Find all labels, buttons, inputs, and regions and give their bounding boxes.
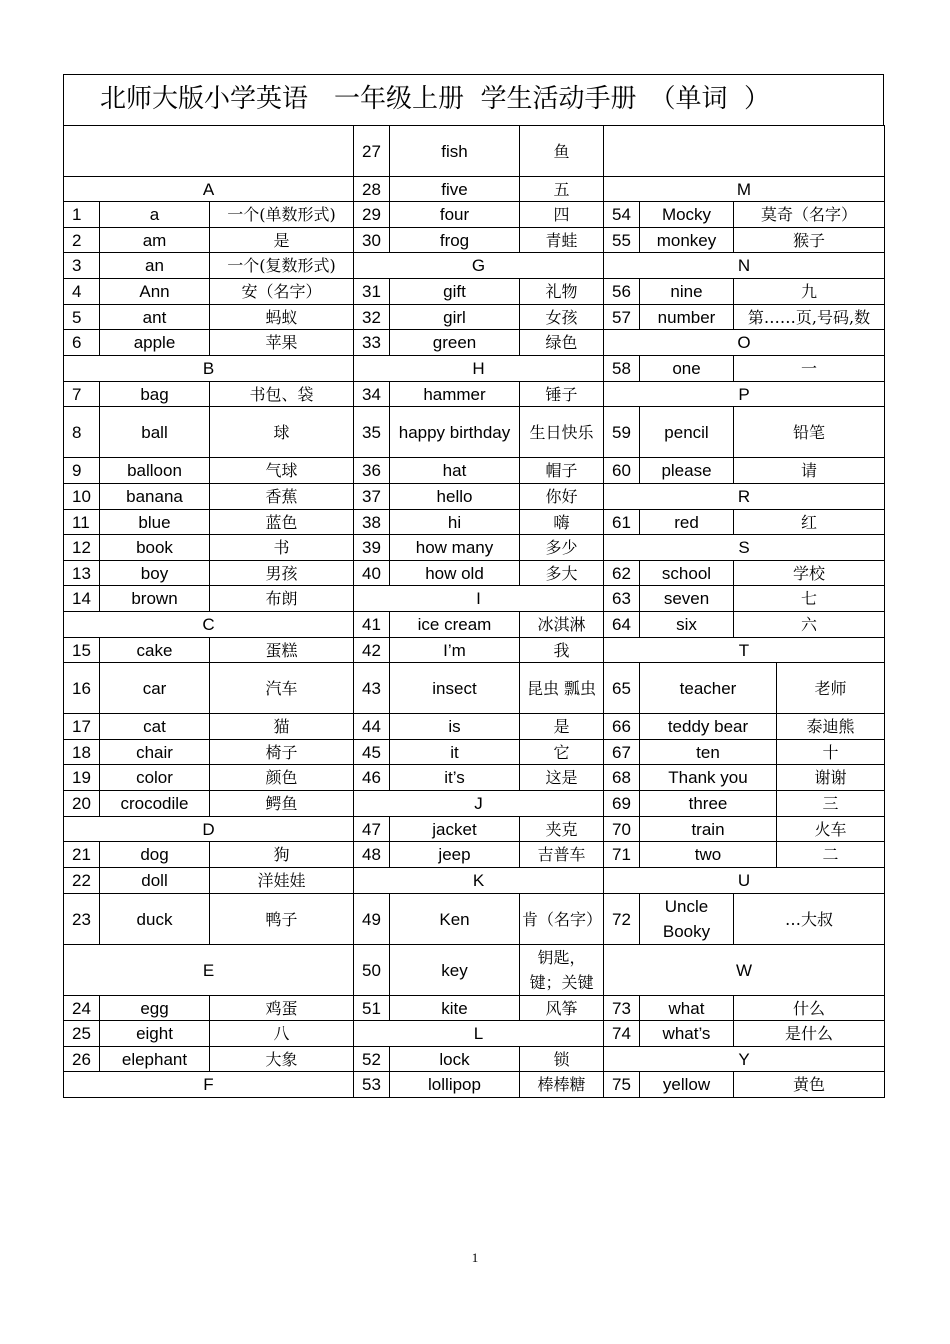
entry-word: is (390, 714, 520, 740)
entry-number: 29 (354, 202, 390, 228)
entry-meaning: 蚂蚁 (210, 305, 354, 330)
entry-word: hello (390, 484, 520, 510)
section-letter-a: A (63, 177, 354, 202)
entry-word: two (640, 842, 777, 868)
entry-word: fish (390, 125, 520, 177)
entry-word: apple (100, 330, 210, 356)
entry-number: 27 (354, 125, 390, 177)
entry-meaning: 钥匙，键；关键 (520, 945, 604, 996)
entry-number: 2 (63, 228, 100, 253)
entry-word: six (640, 612, 734, 638)
entry-meaning: 锁 (520, 1047, 604, 1072)
entry-number: 55 (604, 228, 640, 253)
entry-meaning: 什么 (734, 996, 885, 1021)
entry-number: 57 (604, 305, 640, 330)
entry-word: blue (100, 510, 210, 535)
entry-number: 24 (63, 996, 100, 1021)
entry-word: hat (390, 458, 520, 484)
entry-meaning: 鳄鱼 (210, 791, 354, 817)
entry-meaning: 学校 (734, 561, 885, 586)
entry-word: bag (100, 382, 210, 407)
entry-word: how many (390, 535, 520, 561)
entry-meaning: 五 (520, 177, 604, 202)
entry-meaning: 颜色 (210, 765, 354, 791)
entry-number: 23 (63, 894, 100, 945)
entry-word: please (640, 458, 734, 484)
entry-meaning: 是什么 (734, 1021, 885, 1047)
entry-word: elephant (100, 1047, 210, 1072)
entry-meaning: 狗 (210, 842, 354, 868)
entry-word: Uncle Booky (640, 894, 734, 945)
entry-number: 10 (63, 484, 100, 510)
entry-word: car (100, 663, 210, 714)
entry-word: number (640, 305, 734, 330)
entry-word: crocodile (100, 791, 210, 817)
entry-number: 60 (604, 458, 640, 484)
entry-word: school (640, 561, 734, 586)
entry-word: insect (390, 663, 520, 714)
entry-meaning: 安（名字） (210, 279, 354, 305)
entry-meaning: 多少 (520, 535, 604, 561)
entry-meaning: 二 (777, 842, 885, 868)
entry-meaning: 椅子 (210, 740, 354, 765)
entry-meaning: 鸭子 (210, 894, 354, 945)
entry-word: egg (100, 996, 210, 1021)
entry-word: am (100, 228, 210, 253)
entry-meaning: 铅笔 (734, 407, 885, 458)
entry-number: 33 (354, 330, 390, 356)
section-letter-e: E (63, 945, 354, 996)
section-letter-c: C (63, 612, 354, 638)
entry-word: boy (100, 561, 210, 586)
section-letter-k: K (354, 868, 604, 894)
entry-word: kite (390, 996, 520, 1021)
entry-word: color (100, 765, 210, 791)
entry-meaning: 多大 (520, 561, 604, 586)
entry-number: 42 (354, 638, 390, 663)
entry-word: five (390, 177, 520, 202)
entry-number: 50 (354, 945, 390, 996)
entry-number: 49 (354, 894, 390, 945)
entry-number: 5 (63, 305, 100, 330)
entry-number: 41 (354, 612, 390, 638)
entry-meaning: 气球 (210, 458, 354, 484)
entry-number: 34 (354, 382, 390, 407)
entry-meaning: 肯（名字） (520, 894, 604, 945)
entry-meaning: 绿色 (520, 330, 604, 356)
entry-number: 31 (354, 279, 390, 305)
entry-word: banana (100, 484, 210, 510)
entry-meaning: 谢谢 (777, 765, 885, 791)
section-letter-o: O (604, 330, 885, 356)
section-letter-n: N (604, 253, 885, 279)
entry-number: 4 (63, 279, 100, 305)
entry-word: one (640, 356, 734, 382)
entry-meaning: 鸡蛋 (210, 996, 354, 1021)
entry-meaning: 洋娃娃 (210, 868, 354, 894)
entry-meaning: 嗨 (520, 510, 604, 535)
entry-word: jeep (390, 842, 520, 868)
entry-meaning: 书包、袋 (210, 382, 354, 407)
entry-word: Ken (390, 894, 520, 945)
entry-word: lock (390, 1047, 520, 1072)
entry-meaning: 锤子 (520, 382, 604, 407)
section-letter-m: M (604, 177, 885, 202)
entry-word: frog (390, 228, 520, 253)
entry-word: seven (640, 586, 734, 612)
entry-word: girl (390, 305, 520, 330)
entry-number: 69 (604, 791, 640, 817)
entry-word: it’s (390, 765, 520, 791)
entry-word: yellow (640, 1072, 734, 1098)
entry-word: Thank you (640, 765, 777, 791)
entry-meaning: 女孩 (520, 305, 604, 330)
section-letter-f: F (63, 1072, 354, 1098)
entry-meaning: 生日快乐 (520, 407, 604, 458)
entry-number: 68 (604, 765, 640, 791)
entry-number: 65 (604, 663, 640, 714)
entry-number: 1 (63, 202, 100, 228)
page-number: 1 (471, 1250, 479, 1265)
entry-word: red (640, 510, 734, 535)
entry-meaning: 莫奇（名字） (734, 202, 885, 228)
section-letter-p: P (604, 382, 885, 407)
entry-meaning: 泰迪熊 (777, 714, 885, 740)
entry-meaning: 红 (734, 510, 885, 535)
entry-meaning: 冰淇淋 (520, 612, 604, 638)
entry-meaning: 夹克 (520, 817, 604, 842)
entry-number: 72 (604, 894, 640, 945)
section-letter-t: T (604, 638, 885, 663)
entry-word: cake (100, 638, 210, 663)
entry-word: what (640, 996, 734, 1021)
entry-meaning: 蓝色 (210, 510, 354, 535)
entry-word: eight (100, 1021, 210, 1047)
entry-number: 56 (604, 279, 640, 305)
entry-meaning: 六 (734, 612, 885, 638)
blank-cell (604, 125, 885, 177)
entry-word: duck (100, 894, 210, 945)
entry-word: it (390, 740, 520, 765)
section-letter-s: S (604, 535, 885, 561)
entry-number: 22 (63, 868, 100, 894)
entry-meaning: 棒棒糖 (520, 1072, 604, 1098)
entry-meaning: 请 (734, 458, 885, 484)
entry-meaning: 你好 (520, 484, 604, 510)
entry-word: doll (100, 868, 210, 894)
entry-meaning: 三 (777, 791, 885, 817)
entry-number: 3 (63, 253, 100, 279)
entry-meaning: 老师 (777, 663, 885, 714)
entry-number: 59 (604, 407, 640, 458)
entry-word: an (100, 253, 210, 279)
entry-number: 61 (604, 510, 640, 535)
entry-number: 51 (354, 996, 390, 1021)
entry-meaning: 七 (734, 586, 885, 612)
entry-number: 64 (604, 612, 640, 638)
entry-number: 21 (63, 842, 100, 868)
entry-word: gift (390, 279, 520, 305)
entry-number: 26 (63, 1047, 100, 1072)
entry-number: 17 (63, 714, 100, 740)
section-letter-d: D (63, 817, 354, 842)
entry-word: hi (390, 510, 520, 535)
entry-meaning: 男孩 (210, 561, 354, 586)
entry-number: 28 (354, 177, 390, 202)
entry-meaning: 大象 (210, 1047, 354, 1072)
entry-word: lollipop (390, 1072, 520, 1098)
entry-number: 8 (63, 407, 100, 458)
entry-number: 53 (354, 1072, 390, 1098)
entry-meaning: 火车 (777, 817, 885, 842)
entry-number: 13 (63, 561, 100, 586)
entry-number: 6 (63, 330, 100, 356)
section-letter-i: I (354, 586, 604, 612)
entry-word: three (640, 791, 777, 817)
entry-number: 71 (604, 842, 640, 868)
entry-word: nine (640, 279, 734, 305)
entry-number: 38 (354, 510, 390, 535)
entry-meaning: 猴子 (734, 228, 885, 253)
entry-number: 43 (354, 663, 390, 714)
entry-number: 70 (604, 817, 640, 842)
entry-word: ball (100, 407, 210, 458)
entry-meaning: 九 (734, 279, 885, 305)
entry-number: 45 (354, 740, 390, 765)
entry-meaning: 青蛙 (520, 228, 604, 253)
section-letter-j: J (354, 791, 604, 817)
entry-meaning: 一个(单数形式) (210, 202, 354, 228)
entry-meaning: 第……页,号码,数 (734, 305, 885, 330)
entry-number: 75 (604, 1072, 640, 1098)
entry-word: key (390, 945, 520, 996)
entry-meaning: 四 (520, 202, 604, 228)
section-letter-l: L (354, 1021, 604, 1047)
entry-meaning: 八 (210, 1021, 354, 1047)
entry-word: book (100, 535, 210, 561)
entry-number: 39 (354, 535, 390, 561)
entry-meaning: 它 (520, 740, 604, 765)
entry-meaning: 风筝 (520, 996, 604, 1021)
entry-meaning: 昆虫 瓢虫 (520, 663, 604, 714)
entry-meaning: 蛋糕 (210, 638, 354, 663)
entry-word: how old (390, 561, 520, 586)
entry-number: 66 (604, 714, 640, 740)
entry-number: 9 (63, 458, 100, 484)
entry-number: 73 (604, 996, 640, 1021)
section-letter-b: B (63, 356, 354, 382)
entry-number: 67 (604, 740, 640, 765)
entry-number: 47 (354, 817, 390, 842)
entry-word: four (390, 202, 520, 228)
entry-meaning: …大叔 (734, 894, 885, 945)
entry-meaning: 是 (210, 228, 354, 253)
entry-number: 19 (63, 765, 100, 791)
entry-number: 54 (604, 202, 640, 228)
entry-number: 18 (63, 740, 100, 765)
entry-number: 11 (63, 510, 100, 535)
entry-meaning: 汽车 (210, 663, 354, 714)
entry-number: 58 (604, 356, 640, 382)
entry-meaning: 鱼 (520, 125, 604, 177)
entry-number: 40 (354, 561, 390, 586)
entry-word: ten (640, 740, 777, 765)
section-letter-g: G (354, 253, 604, 279)
entry-meaning: 球 (210, 407, 354, 458)
entry-word: ice cream (390, 612, 520, 638)
entry-word: ant (100, 305, 210, 330)
entry-meaning: 十 (777, 740, 885, 765)
entry-meaning: 苹果 (210, 330, 354, 356)
entry-meaning: 黄色 (734, 1072, 885, 1098)
entry-number: 16 (63, 663, 100, 714)
entry-number: 32 (354, 305, 390, 330)
entry-word: train (640, 817, 777, 842)
entry-word: jacket (390, 817, 520, 842)
entry-meaning: 一个(复数形式) (210, 253, 354, 279)
entry-word: monkey (640, 228, 734, 253)
entry-number: 25 (63, 1021, 100, 1047)
entry-word: hammer (390, 382, 520, 407)
entry-word: what’s (640, 1021, 734, 1047)
entry-word: Mocky (640, 202, 734, 228)
entry-meaning: 猫 (210, 714, 354, 740)
entry-number: 30 (354, 228, 390, 253)
vocabulary-table (63, 125, 885, 1099)
entry-number: 35 (354, 407, 390, 458)
entry-word: balloon (100, 458, 210, 484)
entry-number: 52 (354, 1047, 390, 1072)
entry-number: 48 (354, 842, 390, 868)
entry-number: 62 (604, 561, 640, 586)
page-title: 北师大版小学英语 一年级上册 学生活动手册 （单词 ） (63, 74, 884, 125)
blank-cell (63, 125, 354, 177)
entry-meaning: 香蕉 (210, 484, 354, 510)
entry-word: cat (100, 714, 210, 740)
entry-word: I’m (390, 638, 520, 663)
entry-word: teddy bear (640, 714, 777, 740)
entry-number: 63 (604, 586, 640, 612)
entry-meaning: 是 (520, 714, 604, 740)
entry-word: dog (100, 842, 210, 868)
entry-word: green (390, 330, 520, 356)
entry-word: brown (100, 586, 210, 612)
entry-word: pencil (640, 407, 734, 458)
entry-number: 14 (63, 586, 100, 612)
entry-number: 37 (354, 484, 390, 510)
entry-meaning: 布朗 (210, 586, 354, 612)
section-letter-y: Y (604, 1047, 885, 1072)
entry-meaning: 帽子 (520, 458, 604, 484)
entry-word: chair (100, 740, 210, 765)
entry-meaning: 礼物 (520, 279, 604, 305)
entry-meaning: 我 (520, 638, 604, 663)
entry-meaning: 吉普车 (520, 842, 604, 868)
section-letter-h: H (354, 356, 604, 382)
entry-number: 46 (354, 765, 390, 791)
entry-number: 44 (354, 714, 390, 740)
entry-number: 36 (354, 458, 390, 484)
entry-word: happy birthday (390, 407, 520, 458)
section-letter-u: U (604, 868, 885, 894)
entry-number: 15 (63, 638, 100, 663)
section-letter-r: R (604, 484, 885, 510)
entry-number: 7 (63, 382, 100, 407)
entry-meaning: 这是 (520, 765, 604, 791)
entry-meaning: 书 (210, 535, 354, 561)
entry-word: Ann (100, 279, 210, 305)
entry-word: a (100, 202, 210, 228)
entry-word: teacher (640, 663, 777, 714)
section-letter-w: W (604, 945, 885, 996)
entry-meaning: 一 (734, 356, 885, 382)
entry-number: 20 (63, 791, 100, 817)
entry-number: 74 (604, 1021, 640, 1047)
entry-number: 12 (63, 535, 100, 561)
